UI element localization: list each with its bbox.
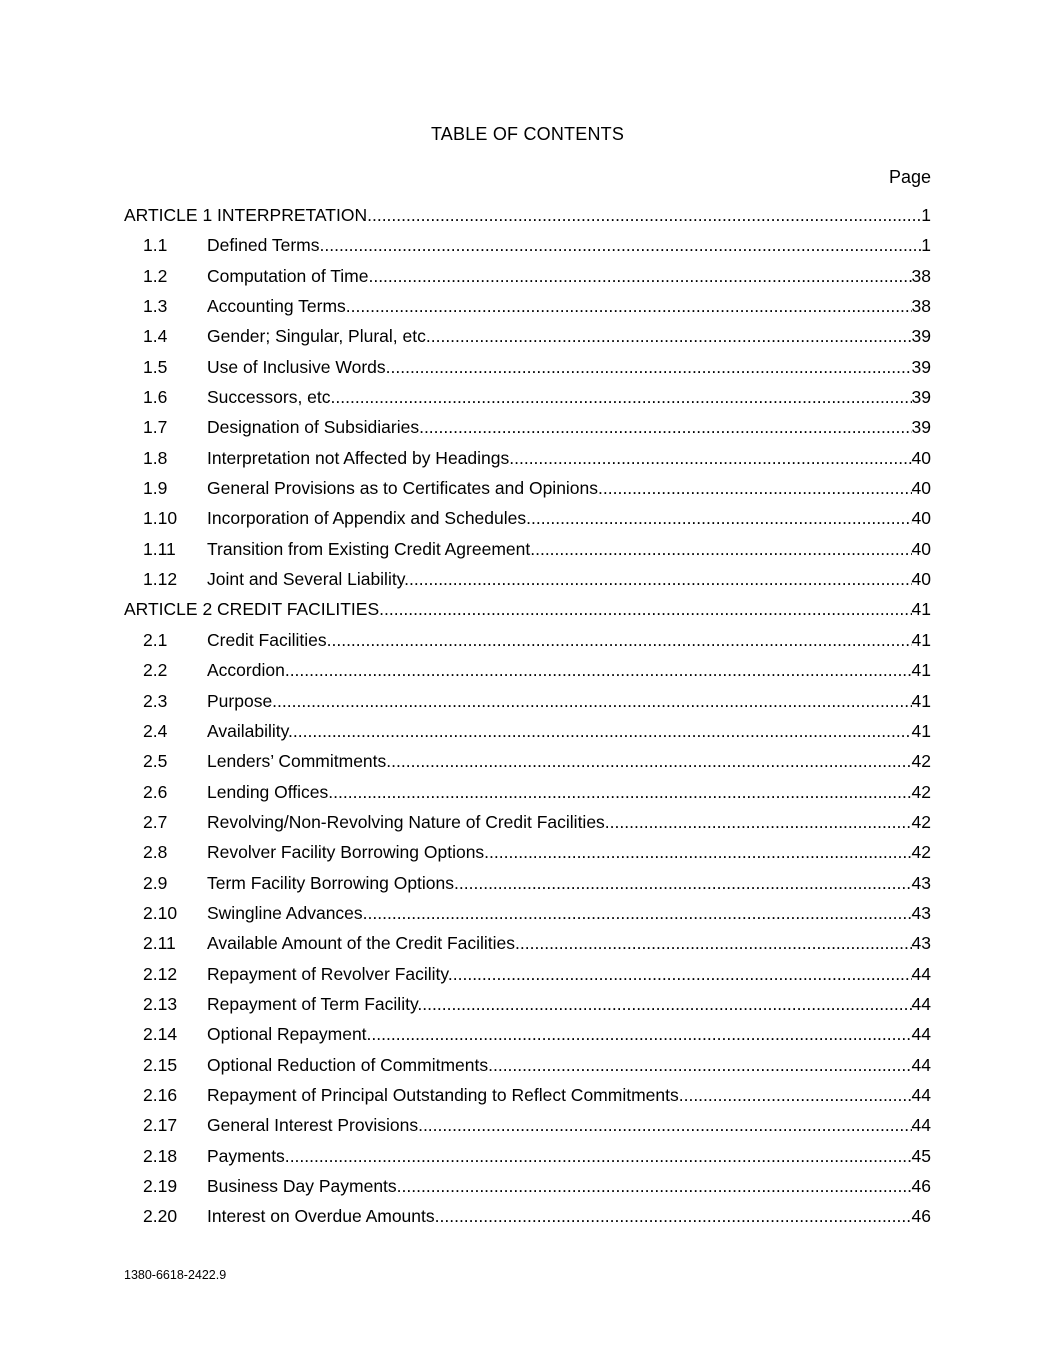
toc-entry-page-number: 42 <box>911 811 931 832</box>
toc-entry-number: 1.9 <box>143 478 168 499</box>
toc-entry-page-number: 1 <box>921 235 931 256</box>
toc-entry-number: 2.16 <box>143 1084 178 1105</box>
toc-entry-label: Optional Repayment. <box>207 1024 372 1045</box>
toc-entry-number: 2.2 <box>143 660 168 681</box>
toc-entry-number: 2.3 <box>143 690 168 711</box>
toc-section-entry[interactable] <box>124 994 931 1024</box>
toc-entry-number: 1.7 <box>143 417 168 438</box>
toc-dot-leader <box>328 782 911 803</box>
toc-entry-label: Revolver Facility Borrowing Options. <box>207 842 490 863</box>
toc-entry-number: 1.5 <box>143 356 168 377</box>
toc-section-entry[interactable] <box>124 1085 931 1115</box>
toc-entry-page-number: 41 <box>911 629 931 650</box>
toc-section-entry[interactable] <box>124 691 931 721</box>
toc-entry-label: Use of Inclusive Words. <box>207 356 391 377</box>
toc-entry-label: Availability. <box>207 720 293 741</box>
toc-entry-page-number: 44 <box>911 1054 931 1075</box>
toc-entry-page-number: 46 <box>911 1206 931 1227</box>
toc-dot-leader <box>610 812 912 833</box>
toc-dot-leader <box>520 933 912 954</box>
toc-entry-page-number: 41 <box>911 599 931 620</box>
toc-dot-leader <box>603 478 912 499</box>
toc-section-entry[interactable] <box>124 357 931 387</box>
toc-entry-label: Incorporation of Appendix and Schedules <box>207 508 527 529</box>
toc-entry-number: 2.20 <box>143 1206 178 1227</box>
toc-section-entry[interactable] <box>124 1206 931 1236</box>
toc-dot-leader <box>351 296 912 317</box>
toc-dot-leader <box>293 721 912 742</box>
toc-section-entry[interactable] <box>124 903 931 933</box>
toc-entry-page-number: 43 <box>911 933 931 954</box>
toc-entry-label: Payments. <box>207 1145 290 1166</box>
toc-entry-number: 2.13 <box>143 993 178 1014</box>
toc-section-entry[interactable] <box>124 1146 931 1176</box>
toc-entry-label: Business Day Payments. <box>207 1176 402 1196</box>
toc-entry-page-number: 1 <box>921 205 931 225</box>
toc-dot-leader <box>459 873 912 894</box>
toc-dot-leader <box>335 387 911 408</box>
toc-entry-page-number: 40 <box>911 569 931 590</box>
toc-entry-label: Term Facility Borrowing Options. <box>207 872 459 893</box>
toc-section-entry[interactable] <box>124 1176 931 1206</box>
toc-entry-page-number: 43 <box>911 872 931 893</box>
toc-entry-page-number: 39 <box>911 356 931 377</box>
toc-entry-number: 1.3 <box>143 296 168 317</box>
toc-entry-number: 2.9 <box>143 872 168 893</box>
toc-section-entry[interactable] <box>124 539 931 569</box>
toc-section-entry[interactable] <box>124 782 931 812</box>
toc-entry-number: 2.7 <box>143 811 168 832</box>
toc-entry-page-number: 43 <box>911 902 931 923</box>
toc-entry-page-number: 38 <box>911 265 931 286</box>
toc-entry-page-number: 38 <box>911 296 931 317</box>
toc-entry-number: 1.1 <box>143 235 168 256</box>
toc-section-entry[interactable] <box>124 235 931 265</box>
toc-entry-label: Joint and Several Liability. <box>207 569 410 590</box>
toc-dot-leader <box>379 599 911 620</box>
toc-entry-page-number: 40 <box>911 508 931 529</box>
toc-entry-number: 1.2 <box>143 265 168 286</box>
toc-dot-leader <box>489 842 911 863</box>
toc-entry-label: Interest on Overdue Amounts. <box>207 1206 440 1227</box>
toc-entry-label: Revolving/Non-Revolving Nature of Credit Facilities. <box>207 811 610 832</box>
toc-entry-number: 1.6 <box>143 387 168 408</box>
toc-entry-label: Repayment of Term Facility. <box>207 993 423 1014</box>
toc-dot-leader <box>402 1176 912 1197</box>
toc-section-entry[interactable] <box>124 1024 931 1054</box>
toc-entry-label: Accordion. <box>207 660 290 681</box>
toc-dot-leader <box>431 326 912 347</box>
toc-section-entry[interactable] <box>124 630 931 660</box>
toc-dot-leader <box>371 1024 911 1045</box>
toc-entry-label: Optional Reduction of Commitments. <box>207 1054 493 1075</box>
toc-entry-page-number: 44 <box>911 1024 931 1045</box>
toc-dot-leader <box>363 903 912 924</box>
toc-entry-page-number: 46 <box>911 1176 931 1196</box>
toc-entry-page-number: 39 <box>911 417 931 438</box>
toc-entry-label: Lenders’ Commitments. <box>207 751 392 772</box>
toc-dot-leader <box>514 448 911 469</box>
toc-entry-label: Gender; Singular, Plural, etc. <box>207 326 431 347</box>
toc-entry-page-number: 39 <box>911 326 931 347</box>
toc-entry-page-number: 40 <box>911 447 931 468</box>
toc-entry-label: Available Amount of the Credit Facilities. <box>207 933 520 954</box>
toc-entry-label: Repayment of Revolver Facility. <box>207 963 453 984</box>
toc-section-entry[interactable] <box>124 508 931 538</box>
toc-section-entry[interactable] <box>124 569 931 599</box>
toc-dot-leader <box>373 266 911 287</box>
toc-entry-number: 2.4 <box>143 720 168 741</box>
toc-section-entry[interactable] <box>124 721 931 751</box>
toc-section-entry[interactable] <box>124 1055 931 1085</box>
toc-entry-page-number: 44 <box>911 993 931 1014</box>
toc-entry-page-number: 45 <box>911 1145 931 1166</box>
toc-entry-number: 2.5 <box>143 751 168 772</box>
toc-entry-page-number: 40 <box>911 538 931 559</box>
toc-section-entry[interactable] <box>124 842 931 872</box>
toc-entry-label: ARTICLE 2 CREDIT FACILITIES <box>124 599 380 620</box>
toc-section-entry[interactable] <box>124 964 931 994</box>
toc-entry-number: 2.12 <box>143 963 178 984</box>
toc-dot-leader <box>290 1146 912 1167</box>
toc-entry-number: 1.11 <box>143 538 176 559</box>
toc-entry-label: Purpose. <box>207 690 278 711</box>
toc-entry-number: 2.8 <box>143 842 168 863</box>
toc-entry-number: 2.15 <box>143 1054 178 1075</box>
toc-entry-number: 1.4 <box>143 326 168 347</box>
toc-entry-number: 2.14 <box>143 1024 178 1045</box>
toc-entry-number: 1.8 <box>143 447 168 468</box>
toc-entry-page-number: 41 <box>911 660 931 681</box>
toc-section-entry[interactable] <box>124 326 931 356</box>
toc-section-entry[interactable] <box>124 296 931 326</box>
toc-dot-leader <box>493 1055 912 1076</box>
toc-article-entry[interactable] <box>124 599 931 629</box>
toc-entry-page-number: 41 <box>911 720 931 741</box>
toc-dot-leader <box>391 751 911 772</box>
toc-entry-number: 2.1 <box>143 629 168 650</box>
toc-section-entry[interactable] <box>124 660 931 690</box>
toc-entry-page-number: 42 <box>911 842 931 863</box>
toc-section-entry[interactable] <box>124 417 931 447</box>
toc-list <box>124 205 931 1237</box>
toc-entry-number: 2.19 <box>143 1176 178 1196</box>
toc-dot-leader <box>684 1085 912 1106</box>
toc-entry-number: 2.18 <box>143 1145 178 1166</box>
toc-dot-leader <box>418 1115 911 1136</box>
toc-entry-page-number: 42 <box>911 751 931 772</box>
toc-entry-number: 2.11 <box>143 933 176 954</box>
toc-entry-label: Successors, etc. <box>207 387 336 408</box>
toc-title: TABLE OF CONTENTS <box>430 124 625 144</box>
toc-dot-leader <box>440 1206 912 1227</box>
toc-entry-label: Designation of Subsidiaries. <box>207 417 424 438</box>
toc-dot-leader <box>290 660 912 681</box>
toc-entry-label: ARTICLE 1 INTERPRETATION <box>124 205 368 225</box>
toc-entry-number: 2.6 <box>143 781 168 802</box>
toc-section-entry[interactable] <box>124 1115 931 1145</box>
toc-entry-page-number: 44 <box>911 1084 931 1105</box>
toc-section-entry[interactable] <box>124 812 931 842</box>
toc-dot-leader <box>277 691 911 712</box>
toc-entry-label: General Interest Provisions <box>207 1115 419 1136</box>
toc-entry-label: General Provisions as to Certificates and Opinions. <box>207 478 603 499</box>
toc-dot-leader <box>331 630 911 651</box>
toc-entry-label: Defined Terms. <box>207 235 325 256</box>
document-footer-id: 1380-6618-2422.9 <box>124 1268 227 1282</box>
toc-section-entry[interactable] <box>124 478 931 508</box>
toc-entry-label: Interpretation not Affected by Headings. <box>207 447 515 468</box>
toc-dot-leader <box>530 539 911 560</box>
toc-section-entry[interactable] <box>124 387 931 417</box>
toc-entry-page-number: 44 <box>911 963 931 984</box>
toc-article-entry[interactable] <box>124 205 931 235</box>
toc-dot-leader <box>391 357 912 378</box>
toc-dot-leader <box>453 964 912 985</box>
toc-entry-page-number: 42 <box>911 781 931 802</box>
toc-entry-page-number: 39 <box>911 387 931 408</box>
toc-entry-label: Transition from Existing Credit Agreement <box>207 538 531 559</box>
toc-entry-number: 2.17 <box>143 1115 178 1136</box>
toc-entry-label: Computation of Time. <box>207 265 374 286</box>
toc-entry-page-number: 41 <box>911 690 931 711</box>
page-column-label: Page <box>888 167 931 187</box>
toc-entry-number: 2.10 <box>143 902 178 923</box>
toc-dot-leader <box>409 569 912 590</box>
toc-entry-label: Repayment of Principal Outstanding to Reflect Commitments. <box>207 1084 684 1105</box>
toc-section-entry[interactable] <box>124 933 931 963</box>
toc-entry-label: Accounting Terms. <box>207 296 351 317</box>
toc-section-entry[interactable] <box>124 266 931 296</box>
toc-dot-leader <box>526 508 911 529</box>
toc-entry-page-number: 40 <box>911 478 931 499</box>
toc-dot-leader <box>367 205 921 226</box>
toc-dot-leader <box>422 994 911 1015</box>
toc-entry-label: Credit Facilities. <box>207 629 332 650</box>
toc-entry-label: Swingline Advances <box>207 902 363 923</box>
toc-entry-label: Lending Offices <box>207 781 329 802</box>
toc-section-entry[interactable] <box>124 873 931 903</box>
toc-dot-leader <box>324 235 921 256</box>
toc-dot-leader <box>424 417 912 438</box>
toc-section-entry[interactable] <box>124 751 931 781</box>
toc-entry-number: 1.12 <box>143 569 178 590</box>
toc-section-entry[interactable] <box>124 448 931 478</box>
toc-entry-number: 1.10 <box>143 508 178 529</box>
toc-entry-page-number: 44 <box>911 1115 931 1136</box>
